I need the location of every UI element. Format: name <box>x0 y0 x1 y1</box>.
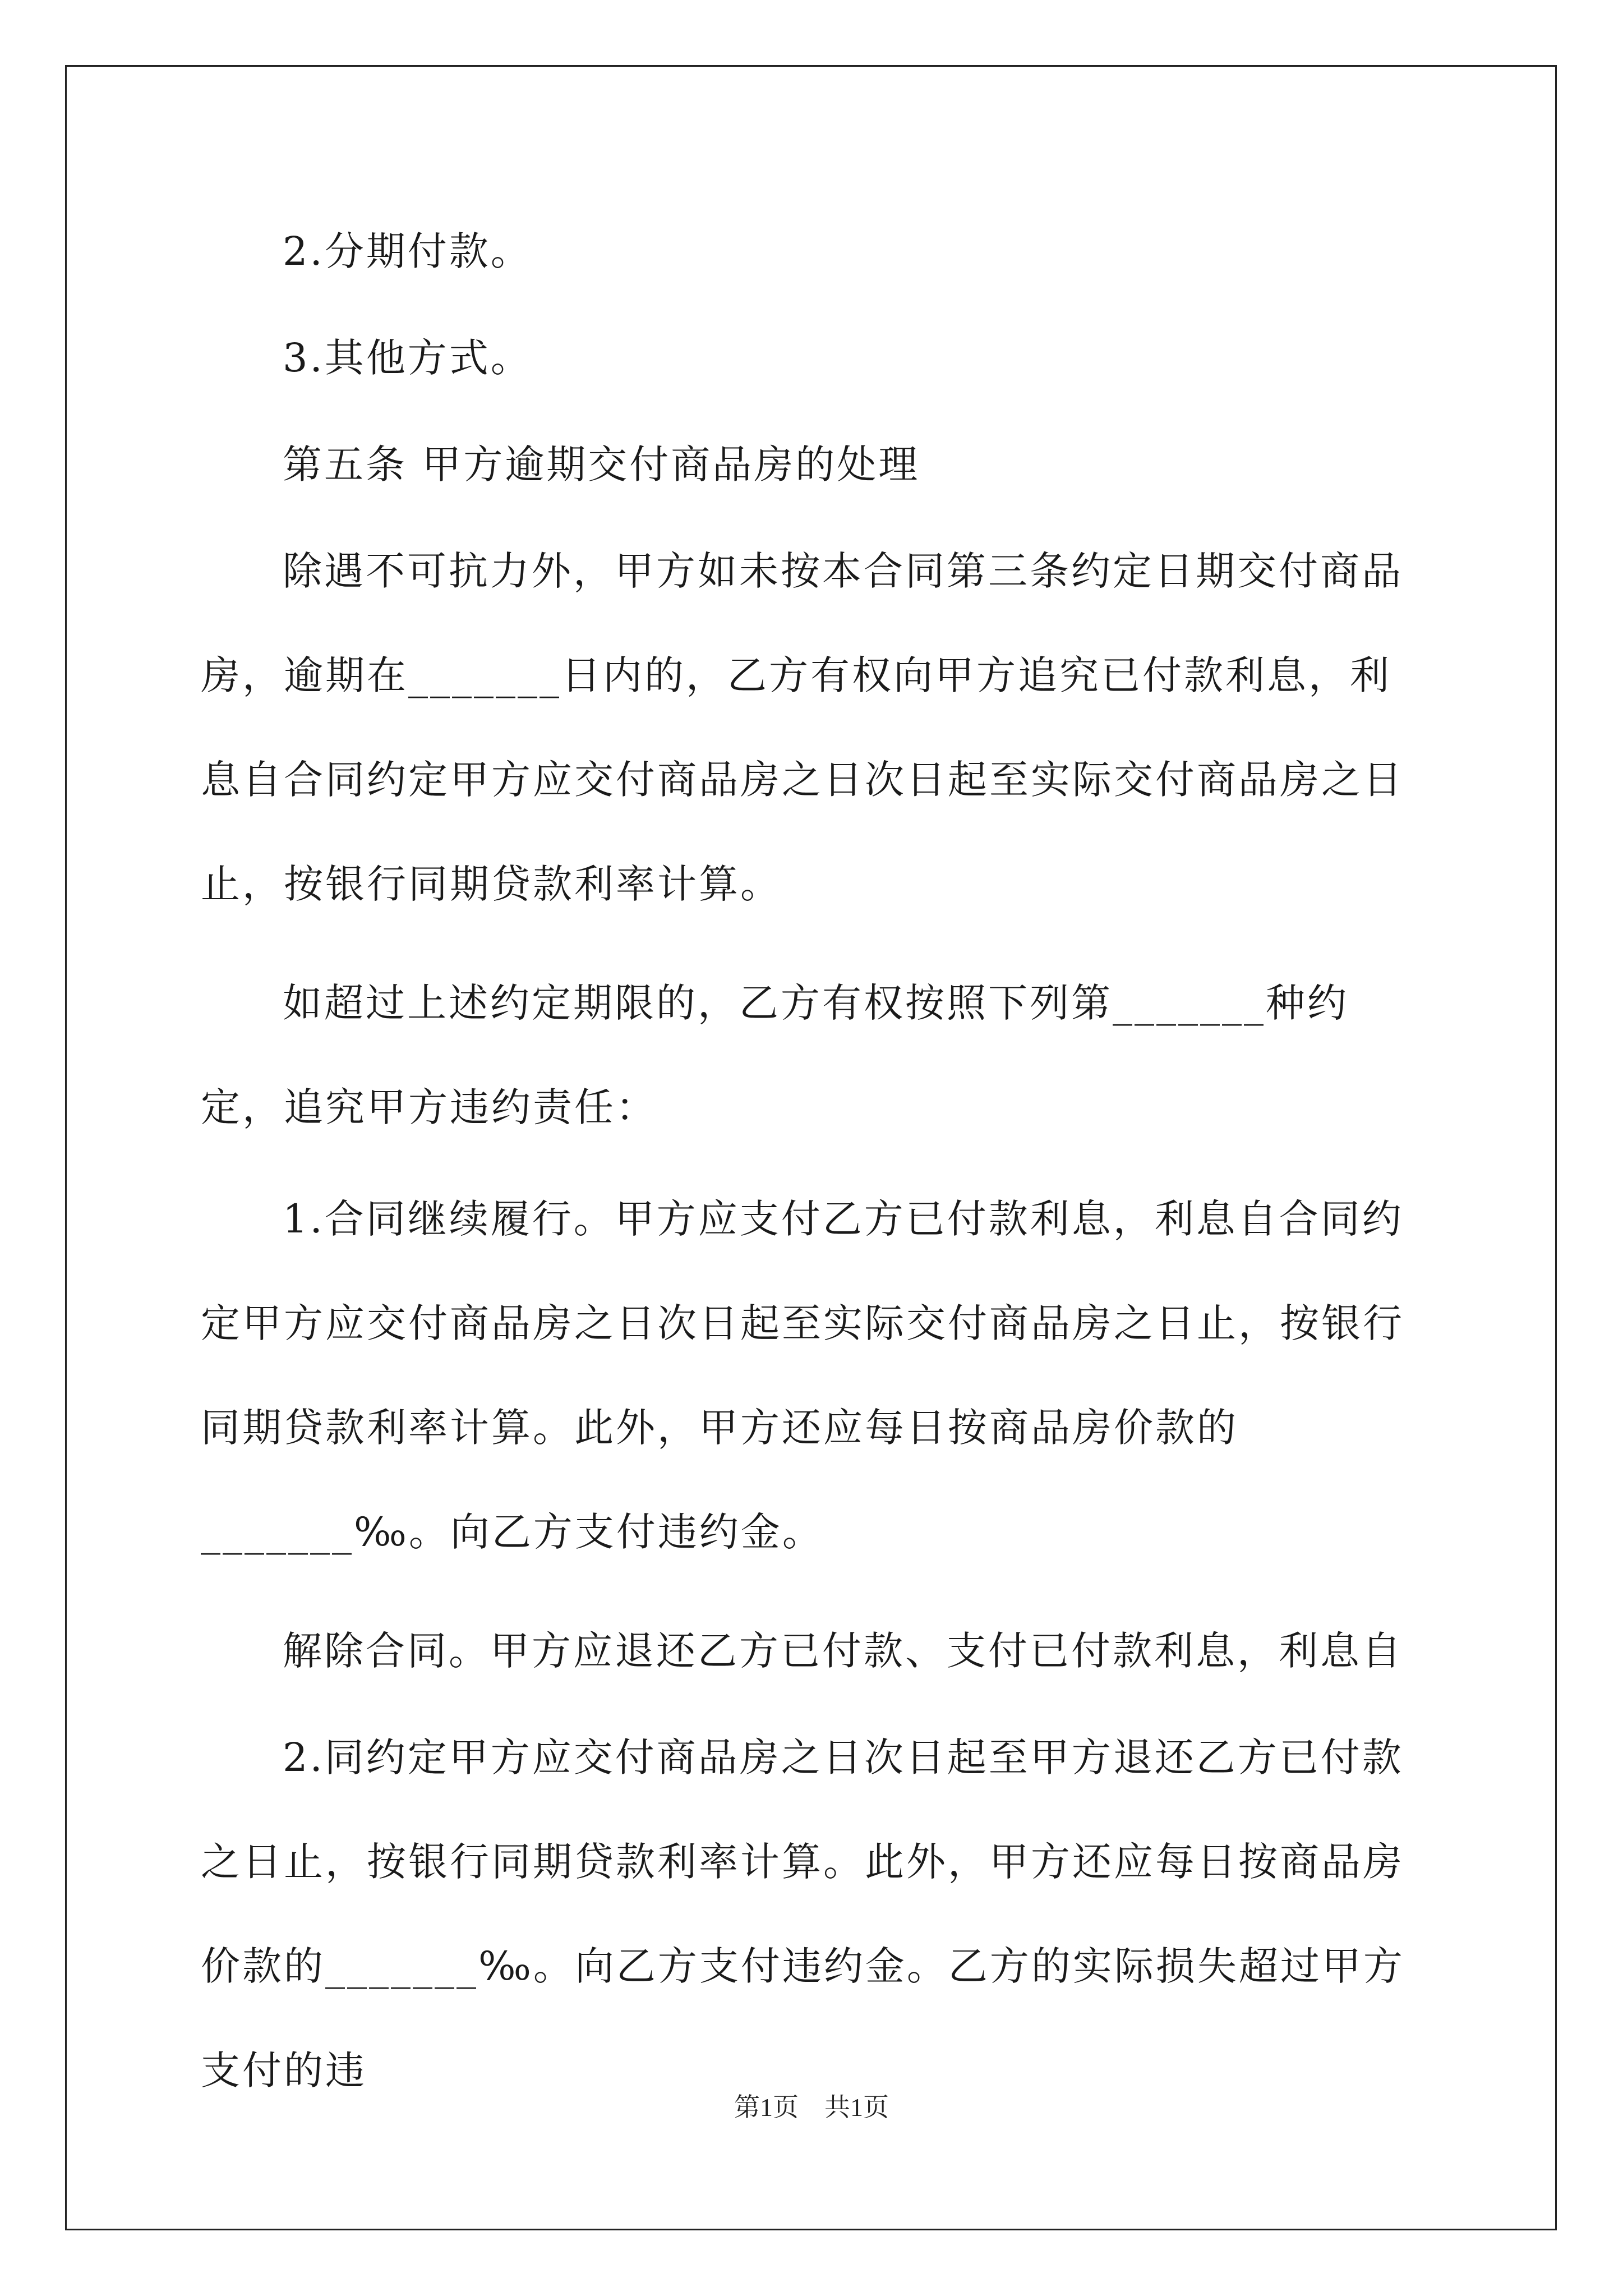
paragraph-continue-contract: 1.合同继续履行。甲方应支付乙方已付款利息，利息自合同约定甲方应交付商品房之日次日起至实际交付商品房之日止，按银行同期贷款利率计算。此外，甲方还应每日按商品房价款的_______‰。向乙方支付违约金。 <box>201 1196 1404 1555</box>
paragraph-force-majeure: 除遇不可抗力外，甲方如未按本合同第三条约定日期交付商品房，逾期在_______日内的，乙方有权向甲方追究已付款利息，利息自合同约定甲方应交付商品房之日次日起至实际交付商品房之日止，按银行同期贷款利率计算。 <box>201 548 1404 907</box>
article-five-heading: 第五条 甲方逾期交付商品房的处理 <box>283 441 920 487</box>
paragraph-installment-payment: 2.分期付款。 <box>283 228 532 274</box>
paragraph-beyond-deadline: 如超过上述约定期限的，乙方有权按照下列第_______种约定，追究甲方违约责任： <box>201 980 1349 1130</box>
paragraph-terminate-contract: 解除合同。甲方应退还乙方已付款、支付已付款利息，利息自 <box>283 1628 1403 1674</box>
page-number-footer: 第1页 共1页 <box>734 2093 889 2122</box>
paragraph-refund-terms: 2.同约定甲方应交付商品房之日次日起至甲方退还乙方已付款之日止，按银行同期贷款利率计算。此外，甲方还应每日按商品房价款的_______‰。向乙方支付违约金。乙方的实际损失超过甲方支付的违 <box>201 1734 1405 2093</box>
paragraph-other-methods: 3.其他方式。 <box>283 335 532 381</box>
